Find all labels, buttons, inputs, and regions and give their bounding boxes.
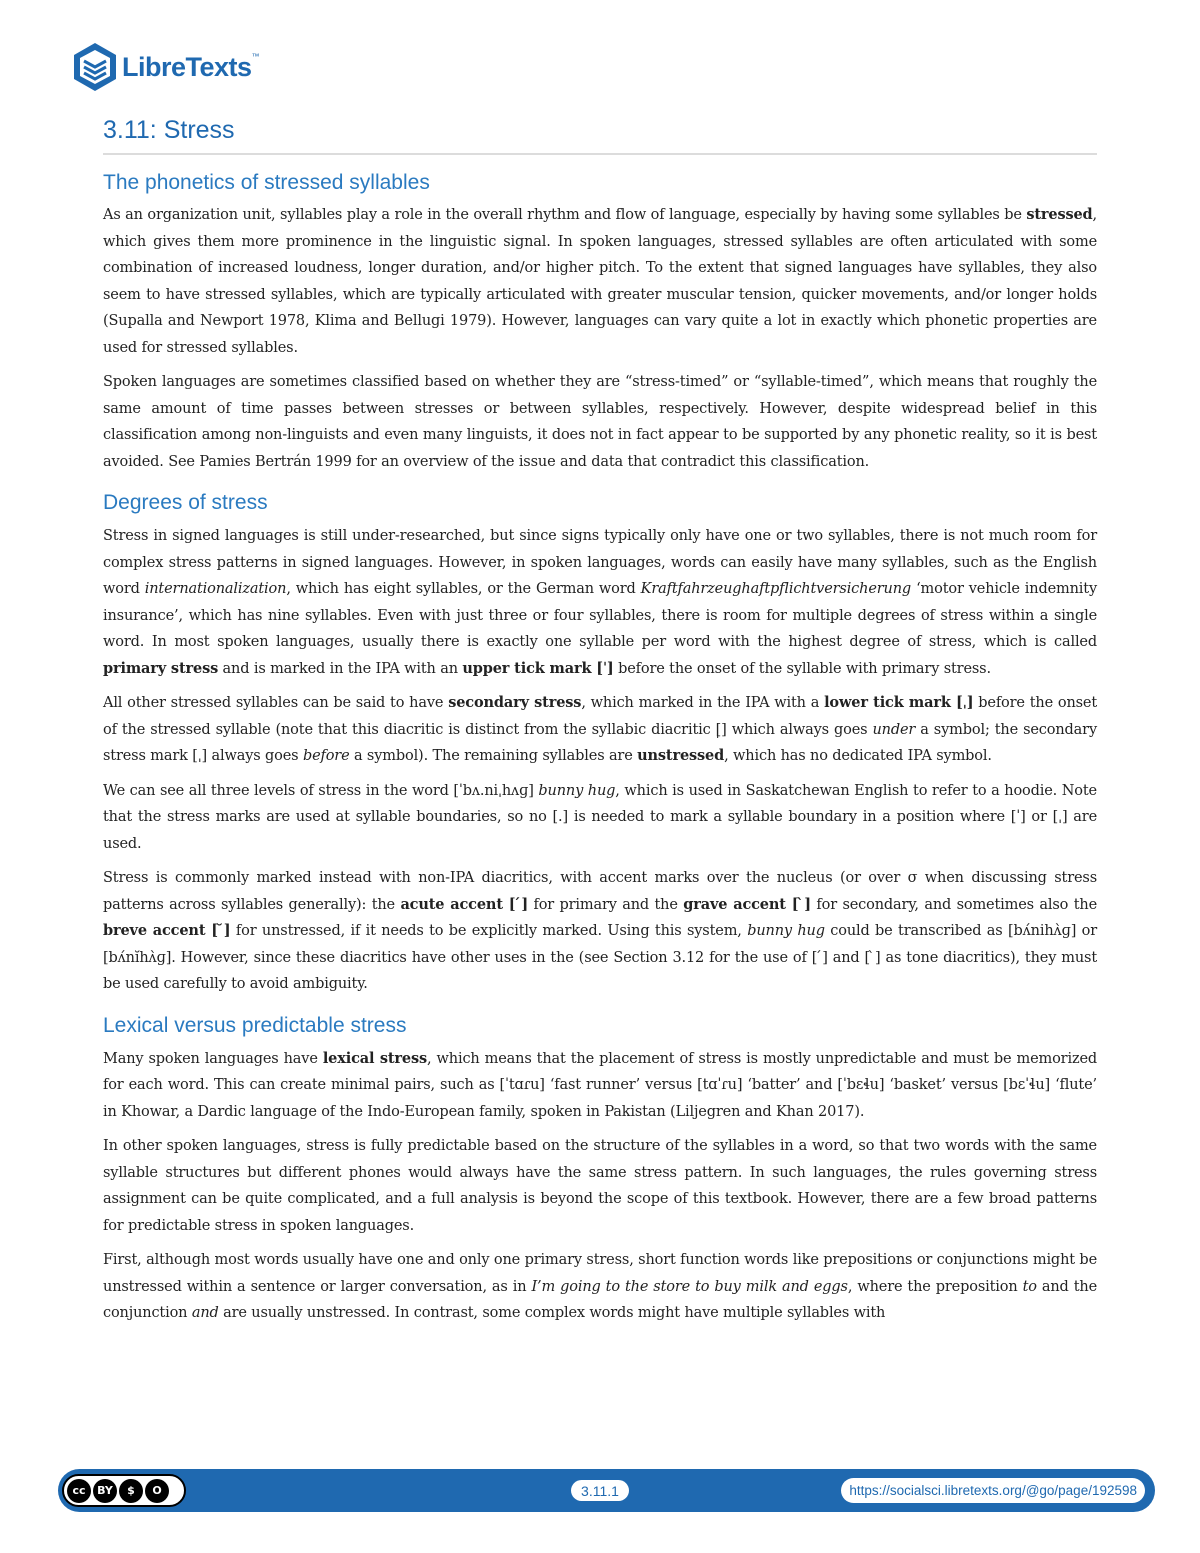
cc-license-badge[interactable] [62,1474,186,1507]
logo-text: LibreTexts [122,51,252,82]
libretexts-logo[interactable] [72,40,260,94]
paragraph: Stress is commonly marked instead with non-IPA diacritics, with accent marks over the nucleus (or over σ when discussing stress patterns across syllables generally): the acute accent [ ́] for primary and the grave accent [ ̀] for secondary, and sometimes also the breve accent [ ̆] for unstressed, if it needs to be explicitly marked. Using this system, bunny hug could be transcribed as [bʌ́nihʌ̀ɡ] or [bʌ́nĭhʌ̀ɡ]. However, since these diacritics have other uses in the (see Section 3.12 for the use of [ ́] and [ ̀] as tone diacritics), they must be used carefully to avoid ambiguity. [103,870,1098,992]
paragraph: In other spoken languages, stress is fully predictable based on the structure of the syllables in a word, so that two words with the same syllable structures but different phones would always have the same stress pattern. In such languages, the rules governing stress assignment can be quite complicated, and a full analysis is beyond the scope of this textbook. However, there are a few broad patterns for predictable stress in spoken languages. [103,1138,1097,1234]
paragraph: First, although most words usually have one and only one primary stress, short function words like prepositions or conjunctions might be unstressed within a sentence or larger conversation, as in I’m going to the store to buy milk and eggs, where the preposition to and the conjunction and are usually unstressed. In contrast, some complex words might have multiple syllables with [103,1252,1097,1321]
by-icon: BY [93,1479,117,1503]
page-content [103,116,1097,1335]
paragraph: As an organization unit, syllables play a role in the overall rhythm and flow of language, especially by having some syllables be stressed, which gives them more prominence in the linguistic signal. In spoken languages, stressed syllables are often articulated with some combination of increased loudness, longer duration, and/or higher pitch. To the extent that signed languages have syllables, they also seem to have stressed syllables, which are typically articulated with greater muscular tension, quicker movements, and/or longer holds (Supalla and Newport 1978, Klima and Bellugi 1979). However, languages can vary quite a lot in exactly which phonetic properties are used for stressed syllables. [103,206,1097,356]
section-heading-lexical: Lexical versus predictable stress [103,1013,407,1037]
section-heading-degrees: Degrees of stress [103,491,268,514]
paragraph: Many spoken languages have lexical stress, which means that the placement of stress is mostly unpredictable and must be memorized for each word. This can create minimal pairs, such as [ˈtɑɾu] ‘fast runner’ versus [tɑˈɾu] ‘batter’ and [ˈbɛɬu] ‘basket’ versus [bɛˈɬu] ‘flute’ in Khowar, a Dardic language of the Indo-European family, spoken in Pakistan (Liljegren and Khan 2017). [103,1049,1098,1120]
logo-trademark: ™ [251,52,260,61]
page-footer [58,1469,1155,1512]
cc-icon: cc [67,1479,91,1503]
paragraph: We can see all three levels of stress in the word [ˈbʌ.niˌhʌɡ] bunny hug, which is used in Saskatchewan English to refer to a hoodie. Note that the stress marks are used at syllable boundaries, so no [.] is needed to mark a syllable boundary in a position where [ˈ] or [ˌ] are used. [103,782,1097,852]
libretexts-logo-icon [72,41,118,93]
page-url-link[interactable]: https://socialsci.libretexts.org/@go/page/192598 [841,1478,1145,1503]
paragraph: Spoken languages are sometimes classified based on whether they are “stress-timed” or “syllable-timed”, which means that roughly the same amount of time passes between stresses or between syllables, respectively. However, despite widespread belief in this classification among non-linguists and even many linguists, it does not in fact appear to be supported by any phonetic reality, so it is best avoided. See Pamies Bertrán 1999 for an overview of the issue and data that contradict this classification. [103,374,1097,470]
paragraph: All other stressed syllables can be said to have secondary stress, which marked in the IPA with a lower tick mark [ˌ] before the onset of the stressed syllable (note that this diacritic is distinct from the syllabic diacritic [̩] which always goes under a symbol; the secondary stress mark [ˌ] always goes before a symbol). The remaining syllables are unstressed, which has no dedicated IPA symbol. [103,694,1098,764]
paragraph: Stress in signed languages is still under-researched, but since signs typically only have one or two syllables, there is not much room for complex stress patterns in signed languages. However, in spoken languages, words can easily have many syllables, such as the English word internationalization, which has eight syllables, or the German word Kraftfahrzeughaftpflichtversicherung ‘motor vehicle indemnity insurance’, which has nine syllables. Even with just three or four syllables, there is room for multiple degrees of stress within a single word. In most spoken languages, usually there is exactly one syllable per word with the highest degree of stress, which is called primary stress and is marked in the IPA with an upper tick mark [ˈ] before the onset of the syllable with primary stress. [103,528,1097,677]
section-heading-phonetics: The phonetics of stressed syllables [103,171,430,194]
sa-icon: O [145,1479,169,1503]
nc-icon: $ [119,1479,143,1503]
page-number: 3.11.1 [571,1480,629,1501]
page-title: 3.11: Stress [103,116,1097,155]
